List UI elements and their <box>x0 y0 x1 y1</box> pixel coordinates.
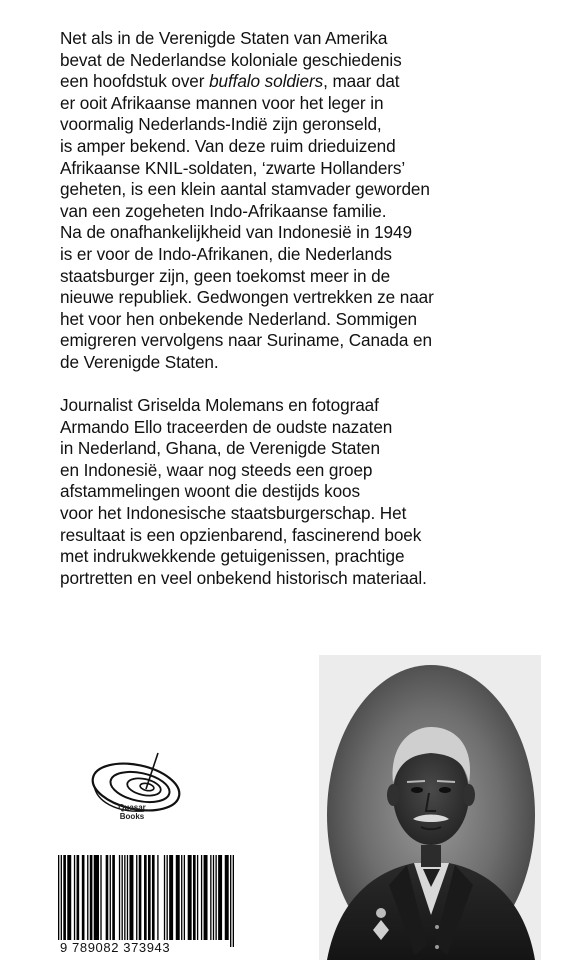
barcode-bar <box>94 855 99 947</box>
blurb-line: staatsburger zijn, geen toekomst meer in de <box>60 265 391 286</box>
barcode-bar <box>100 855 101 947</box>
blurb-line: van een zogeheten Indo-Afrikaanse familie. <box>60 200 387 221</box>
barcode-bar <box>82 855 85 947</box>
blurb-line: bevat de Nederlandse koloniale geschiedenis <box>60 49 402 70</box>
blurb-line: de Verenigde Staten. <box>60 351 219 372</box>
barcode-bar <box>218 855 222 947</box>
blurb-line: resultaat is een opzienbarend, fascinerend boek <box>60 524 422 545</box>
blurb-line: en Indonesië, waar nog steeds een groep <box>60 459 373 480</box>
publisher-name-line-1: Quasar <box>118 803 146 812</box>
barcode-bar <box>122 855 123 947</box>
blurb-line: het voor hen onbekende Nederland. Sommigen <box>60 308 417 329</box>
medal-ribbon <box>376 908 386 918</box>
blurb-line-text: een hoofdstuk over <box>60 71 210 92</box>
barcode-bar <box>169 855 173 947</box>
publisher-name-line-2: Books <box>119 812 145 821</box>
barcode-bar <box>139 855 142 947</box>
barcode-bar <box>119 855 120 947</box>
back-cover-blurb <box>60 28 540 589</box>
blurb-line: voormalig Nederlands-Indië zijn geronseld, <box>60 114 382 135</box>
barcode-bar <box>112 855 115 947</box>
barcode-bar <box>90 855 93 947</box>
barcode-bar <box>106 855 109 947</box>
barcode-bar <box>164 855 165 947</box>
barcode-bars <box>58 855 234 947</box>
barcode-bar <box>193 855 196 947</box>
barcode-bar <box>233 855 234 947</box>
blurb-line: geheten, is een klein aantal stamvader geworden <box>60 179 430 200</box>
blurb-line: Journalist Griselda Molemans en fotograaf <box>60 395 379 416</box>
blurb-line-text: , maar dat <box>323 71 400 92</box>
barcode-bar <box>127 855 128 947</box>
barcode-bar <box>197 855 198 947</box>
isbn-number: 9 789082 373943 <box>58 940 230 955</box>
blurb-line: nieuwe republiek. Gedwongen vertrekken ze naar <box>60 287 434 308</box>
blurb-line: afstammelingen woont die destijds koos <box>60 481 361 502</box>
blurb-line: er ooit Afrikaanse mannen voor het leger in <box>60 92 384 113</box>
italic-term: buffalo soldiers <box>209 71 324 92</box>
barcode-bar <box>124 855 125 947</box>
blurb-line: Armando Ello traceerden de oudste nazaten <box>60 416 393 437</box>
barcode-bar <box>110 855 111 947</box>
barcode-bar <box>201 855 202 947</box>
blurb-line: portretten en veel onbekend historisch materiaal. <box>60 567 427 588</box>
quasar-spiral-icon <box>86 749 186 849</box>
blurb-line: voor het Indonesische staatsburgerschap. Het <box>60 503 407 524</box>
barcode-bar <box>148 855 151 947</box>
blurb-paragraph-2 <box>60 395 540 589</box>
barcode-bar <box>230 855 231 947</box>
blurb-line <box>60 71 540 93</box>
portrait-illustration <box>319 655 541 960</box>
blurb-line: in Nederland, Ghana, de Verenigde Staten <box>60 438 380 459</box>
barcode-bar <box>184 855 185 947</box>
blurb-line: is amper bekend. Van deze ruim drieduizend <box>60 135 396 156</box>
barcode-bar <box>213 855 214 947</box>
blurb-line: emigreren vervolgens naar Suriname, Canada en <box>60 330 432 351</box>
barcode-bar <box>210 855 211 947</box>
blurb-line: Na de onafhankelijkheid van Indonesië in 1949 <box>60 222 412 243</box>
barcode-bar <box>129 855 133 947</box>
barcode-bar <box>87 855 88 947</box>
isbn-barcode <box>58 855 234 960</box>
barcode-bar <box>58 855 59 947</box>
barcode-bar <box>77 855 80 947</box>
barcode-bar <box>136 855 137 947</box>
barcode-bar <box>152 855 155 947</box>
barcode-bar <box>74 855 75 947</box>
blurb-line: met indrukwekkende getuigenissen, prachtige <box>60 546 405 567</box>
blurb-line: is er voor de Indo-Afrikanen, die Nederlands <box>60 243 392 264</box>
barcode-bar <box>63 855 66 947</box>
barcode-bar <box>225 855 229 947</box>
blurb-line: Afrikaanse KNIL-soldaten, ‘zwarte Hollanders’ <box>60 157 406 178</box>
blurb-line: Net als in de Verenigde Staten van Amerika <box>60 28 388 48</box>
barcode-bar <box>181 855 182 947</box>
historical-portrait-photo <box>319 655 541 960</box>
publisher-name <box>115 803 149 821</box>
barcode-bar <box>67 855 71 947</box>
barcode-bar <box>188 855 192 947</box>
barcode-bar <box>176 855 180 947</box>
barcode-bar <box>61 855 62 947</box>
barcode-bar <box>204 855 208 947</box>
blurb-paragraph-1 <box>60 28 540 374</box>
barcode-bar <box>144 855 147 947</box>
barcode-bar <box>167 855 168 947</box>
barcode-bar <box>215 855 216 947</box>
barcode-bar <box>157 855 158 947</box>
